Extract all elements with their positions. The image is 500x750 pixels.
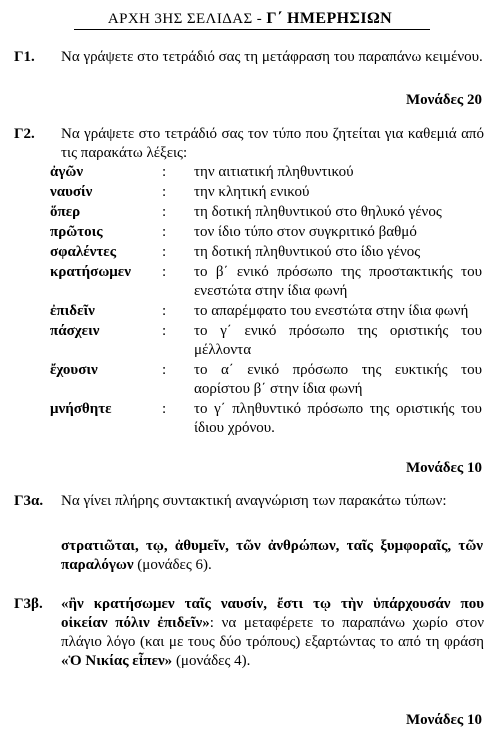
item-word: πρῶτοις bbox=[50, 224, 103, 240]
g3b-text: : να μεταφέρετε το παραπάνω χωρίο στον πλάγιο λόγο (και με τους δύο τρόπους) εξαρτώντας το από τη φράση bbox=[61, 615, 484, 650]
item-description: το β΄ ενικό πρόσωπο της προστακτικής του ενεστώτα στην ίδια φωνή bbox=[194, 264, 482, 299]
item-colon: : bbox=[162, 401, 167, 417]
list-item bbox=[50, 361, 482, 399]
list-item bbox=[50, 302, 482, 321]
g2-text: Να γράψετε στο τετράδιό σας τον τύπο που ζητείται για καθεμιά από τις παρακάτω λέξεις: bbox=[61, 126, 484, 161]
g3b-note: (μονάδες 4). bbox=[172, 653, 251, 669]
g3a-note: (μονάδες 6). bbox=[133, 557, 212, 573]
item-colon: : bbox=[162, 362, 167, 378]
item-colon: : bbox=[162, 264, 167, 280]
item-colon: : bbox=[162, 204, 167, 220]
item-word: ναυσίν bbox=[50, 184, 93, 200]
g2-number: Γ2. bbox=[14, 126, 35, 142]
item-description: τη δοτική πληθυντικού στο θηλυκό γένος bbox=[194, 204, 442, 220]
g3a-number: Γ3α. bbox=[14, 493, 44, 509]
list-item bbox=[50, 183, 482, 202]
list-item bbox=[50, 400, 482, 438]
item-description: τον ίδιο τύπο στον συγκριτικό βαθμό bbox=[194, 224, 417, 240]
item-description: το απαρέμφατο του ενεστώτα στην ίδια φωνή bbox=[194, 303, 469, 319]
g3a-word-list bbox=[61, 537, 483, 575]
g3b-phrase: «Ὁ Νικίας εἶπεν» bbox=[61, 653, 173, 669]
item-word: πάσχειν bbox=[50, 323, 100, 339]
item-colon: : bbox=[162, 184, 167, 200]
item-word: ἔχουσιν bbox=[50, 362, 98, 378]
item-colon: : bbox=[162, 244, 167, 260]
g3b-quote: «ἢν κρατήσωμεν ταῖς ναυσίν, ἔστι τῳ τὴν ὑπάρχουσάν που οἰκείαν πόλιν ἐπιδεῖν» bbox=[61, 596, 484, 631]
list-item bbox=[50, 203, 482, 222]
g1-text: Να γράψετε στο τετράδιό σας τη μετάφραση του παραπάνω κειμένου. bbox=[61, 49, 483, 65]
question-g3b bbox=[14, 595, 484, 671]
question-g3a bbox=[14, 492, 484, 511]
g3a-text: Να γίνει πλήρης συντακτική αναγνώριση των παρακάτω τύπων: bbox=[61, 493, 447, 509]
header-prefix: ΑΡΧΗ 3ΗΣ ΣΕΛΙΔΑΣ - bbox=[107, 11, 267, 27]
list-item bbox=[50, 263, 482, 301]
item-description: την αιτιατική πληθυντικού bbox=[194, 164, 354, 180]
item-word: ἀγῶν bbox=[50, 164, 84, 180]
list-item bbox=[50, 322, 482, 360]
g3b-marks: Μονάδες 10 bbox=[405, 712, 482, 728]
g1-marks: Μονάδες 20 bbox=[405, 92, 482, 108]
item-word: μνήσθητε bbox=[50, 401, 112, 417]
list-item bbox=[50, 223, 482, 242]
list-item bbox=[50, 243, 482, 262]
question-g1 bbox=[14, 48, 484, 67]
g3b-number: Γ3β. bbox=[14, 596, 43, 612]
item-colon: : bbox=[162, 303, 167, 319]
question-g2 bbox=[14, 125, 484, 163]
item-word: σφαλέντες bbox=[50, 244, 117, 260]
item-word: ὅπερ bbox=[50, 204, 81, 220]
list-item bbox=[50, 163, 482, 182]
g2-marks: Μονάδες 10 bbox=[405, 460, 482, 476]
header-highlight: Γ΄ ΗΜΕΡΗΣΙΩΝ bbox=[266, 10, 393, 27]
g3b-body bbox=[61, 595, 484, 671]
item-word: κρατήσωμεν bbox=[50, 264, 131, 280]
g3a-words: στρατιῶται, τῳ, ἀθυμεῖν, τῶν ἀνθρώπων, ταῖς ξυμφοραῖς, τῶν παραλόγων bbox=[61, 538, 483, 573]
page-header bbox=[0, 10, 500, 28]
header-underline bbox=[74, 29, 430, 30]
item-colon: : bbox=[162, 224, 167, 240]
g1-number: Γ1. bbox=[14, 49, 35, 65]
g2-word-list bbox=[50, 163, 482, 439]
item-description: το γ΄ ενικό πρόσωπο της οριστικής του μέλλοντα bbox=[194, 323, 482, 358]
item-colon: : bbox=[162, 323, 167, 339]
item-description: την κλητική ενικού bbox=[194, 184, 310, 200]
item-colon: : bbox=[162, 164, 167, 180]
item-description: το α΄ ενικό πρόσωπο της ευκτικής του αορίστου β΄ στην ίδια φωνή bbox=[194, 362, 482, 397]
item-description: τη δοτική πληθυντικού στο ίδιο γένος bbox=[194, 244, 421, 260]
item-word: ἐπιδεῖν bbox=[50, 303, 95, 319]
item-description: το γ΄ πληθυντικό πρόσωπο της οριστικής του ίδιου χρόνου. bbox=[194, 401, 482, 436]
